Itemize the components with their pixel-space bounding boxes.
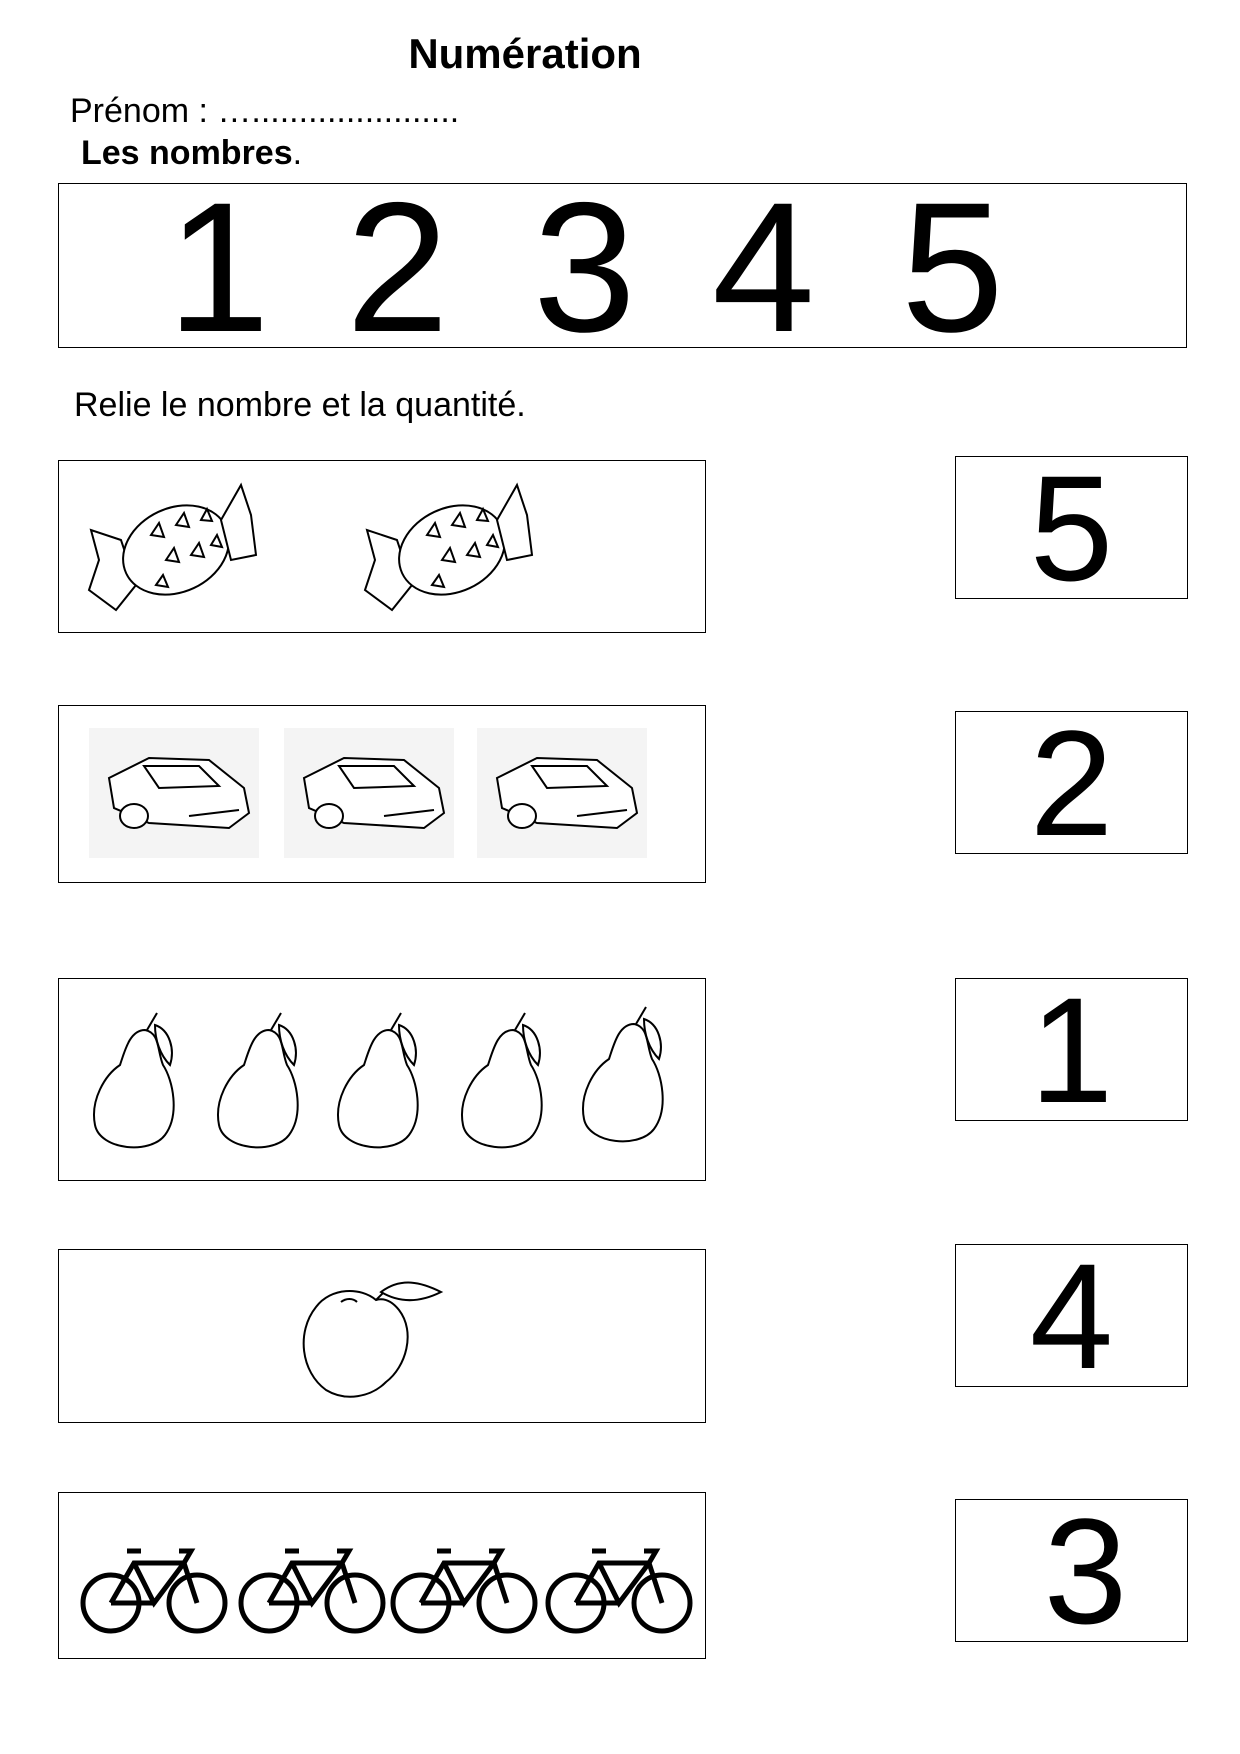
- apple-icon: [291, 1272, 461, 1402]
- bicycle-icon: [544, 1531, 694, 1641]
- number-box[interactable]: [955, 699, 1188, 867]
- number-line-digit: 5: [901, 165, 1004, 371]
- section-heading-tail: .: [292, 134, 303, 172]
- number-box-digit: 5: [1029, 444, 1114, 612]
- number-line-digit: 2: [346, 165, 449, 371]
- bicycle-icon: [237, 1531, 387, 1641]
- picture-box-apple[interactable]: [58, 1249, 706, 1423]
- picture-box-bicycles[interactable]: [58, 1492, 706, 1659]
- picture-box-candies[interactable]: [58, 460, 706, 633]
- prenom-field[interactable]: Prénom : …......................: [70, 92, 460, 130]
- number-box-digit: 1: [1029, 966, 1114, 1134]
- instruction-text: Relie le nombre et la quantité.: [74, 386, 526, 424]
- number-box[interactable]: [955, 966, 1188, 1134]
- number-line-digit: 4: [712, 165, 815, 371]
- page-title: Numération: [408, 30, 642, 77]
- candy-icon: [357, 475, 537, 625]
- number-box-digit: 4: [1029, 1232, 1114, 1400]
- picture-box-cars[interactable]: [58, 705, 706, 883]
- sports-car-icon: [89, 728, 259, 858]
- number-box[interactable]: [955, 1487, 1188, 1655]
- number-box[interactable]: [955, 444, 1188, 612]
- number-line-box: [58, 165, 1187, 371]
- bicycle-icon: [79, 1531, 229, 1641]
- pear-icon: [199, 1005, 311, 1155]
- pear-icon: [75, 1005, 187, 1155]
- pear-icon: [443, 1005, 555, 1155]
- bicycle-icon: [389, 1531, 539, 1641]
- number-box-digit: 3: [1043, 1487, 1128, 1655]
- pear-icon: [564, 999, 676, 1149]
- section-heading-bold: Les nombres: [81, 134, 293, 172]
- number-box[interactable]: [955, 1232, 1188, 1400]
- sports-car-icon: [284, 728, 454, 858]
- picture-box-pears[interactable]: [58, 978, 706, 1181]
- number-line-digit: 3: [533, 165, 636, 371]
- candy-icon: [81, 475, 261, 625]
- number-box-digit: 2: [1029, 699, 1114, 867]
- pear-icon: [319, 1005, 431, 1155]
- sports-car-icon: [477, 728, 647, 858]
- number-line-digit: 1: [167, 165, 270, 371]
